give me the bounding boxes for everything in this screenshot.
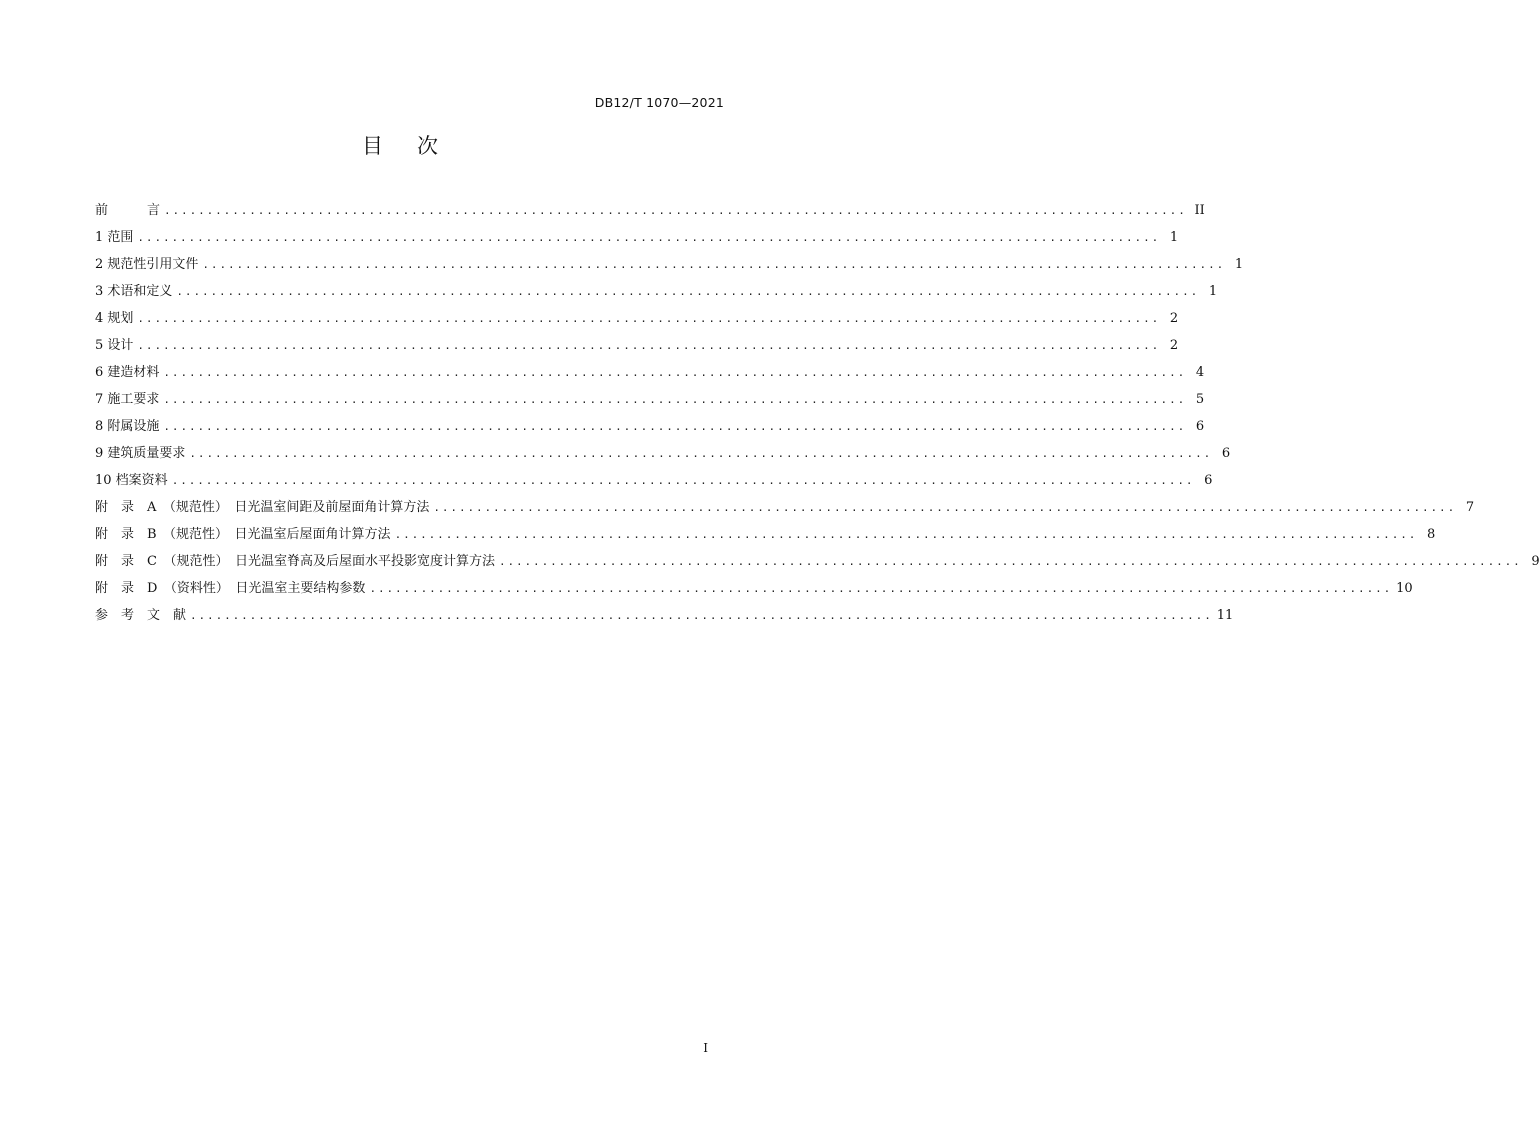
- toc-entry-label: 2 规范性引用文件: [95, 257, 199, 272]
- toc-leader-dots: ........................................................................................................................: [137, 312, 1161, 325]
- toc-entry-appendix-c[interactable]: [95, 550, 1540, 577]
- toc-entry-page: 10: [1396, 581, 1413, 596]
- toc-entry-page: 4: [1195, 365, 1205, 380]
- toc-entry-label: 6 建造材料: [95, 365, 160, 380]
- toc-entry-label: 前 言: [95, 203, 161, 218]
- toc-entry-page: 1: [1234, 257, 1244, 272]
- toc-entry-label: 4 规划: [95, 311, 134, 326]
- toc-leader-dots: ........................................................................................................................: [137, 339, 1161, 352]
- toc-entry-normative-references[interactable]: [95, 253, 1244, 280]
- toc-entry-label: 10 档案资料: [95, 473, 168, 488]
- toc-entry-materials[interactable]: [95, 361, 1205, 388]
- toc-entry-page: 6: [1204, 473, 1213, 488]
- toc-entry-appendix-b[interactable]: [95, 523, 1436, 550]
- toc-entry-page: 8: [1427, 527, 1436, 542]
- toc-entry-page: 5: [1195, 392, 1205, 407]
- toc-entry-label: 3 术语和定义: [95, 284, 173, 299]
- toc-entry-label: 1 范围: [95, 230, 134, 245]
- page-number: I: [703, 1041, 708, 1055]
- toc-leader-dots: ........................................................................................................................: [433, 501, 1457, 514]
- toc-entry-label: 附 录 D （资料性） 日光温室主要结构参数: [95, 581, 366, 596]
- toc-entry-construction[interactable]: [95, 388, 1205, 415]
- toc-entry-label: 参 考 文 献: [95, 608, 187, 623]
- toc-leader-dots: ........................................................................................................................: [498, 555, 1522, 568]
- toc-entry-planning[interactable]: [95, 307, 1179, 334]
- toc-entry-page: 9: [1531, 554, 1540, 569]
- toc-entry-page: 6: [1195, 419, 1205, 434]
- toc-entry-page: 1: [1169, 230, 1179, 245]
- toc-entry-page: II: [1194, 203, 1205, 218]
- toc-entry-label: 附 录 A （规范性） 日光温室间距及前屋面角计算方法: [95, 500, 430, 515]
- toc-entry-label: 9 建筑质量要求: [95, 446, 186, 461]
- toc-entry-appendix-d[interactable]: [95, 577, 1413, 604]
- toc-entry-quality[interactable]: [95, 442, 1231, 469]
- toc-entry-page: 2: [1169, 338, 1179, 353]
- toc-entry-label: 附 录 C （规范性） 日光温室脊高及后屋面水平投影宽度计算方法: [95, 554, 495, 569]
- toc-entry-foreword[interactable]: [95, 199, 1205, 226]
- toc-leader-dots: ........................................................................................................................: [171, 474, 1195, 487]
- toc-leader-dots: ........................................................................................................................: [176, 285, 1200, 298]
- toc-entry-page: 1: [1208, 284, 1218, 299]
- toc-leader-dots: ........................................................................................................................: [190, 609, 1213, 622]
- toc-leader-dots: ........................................................................................................................: [189, 447, 1213, 460]
- toc-entry-label: 附 录 B （规范性） 日光温室后屋面角计算方法: [95, 527, 391, 542]
- toc-leader-dots: ........................................................................................................................: [163, 393, 1187, 406]
- toc-entry-page: 11: [1216, 608, 1234, 623]
- toc-leader-dots: ........................................................................................................................: [163, 366, 1187, 379]
- toc-entry-bibliography[interactable]: [95, 604, 1234, 631]
- toc-entry-label: 5 设计: [95, 338, 134, 353]
- toc-entry-page: 7: [1465, 500, 1475, 515]
- table-of-contents: [95, 199, 1540, 631]
- toc-title: 目次: [362, 134, 472, 158]
- toc-leader-dots: ........................................................................................................................: [369, 582, 1393, 595]
- toc-entry-archives[interactable]: [95, 469, 1213, 496]
- document-code: DB12/T 1070—2021: [594, 95, 724, 110]
- toc-leader-dots: ........................................................................................................................: [394, 528, 1418, 541]
- toc-entry-appendix-a[interactable]: [95, 496, 1475, 523]
- toc-entry-label: 7 施工要求: [95, 392, 160, 407]
- toc-entry-page: 2: [1169, 311, 1179, 326]
- toc-leader-dots: ........................................................................................................................: [163, 420, 1187, 433]
- toc-entry-terms[interactable]: [95, 280, 1218, 307]
- toc-entry-design[interactable]: [95, 334, 1179, 361]
- toc-leader-dots: ........................................................................................................................: [137, 231, 1161, 244]
- toc-entry-page: 6: [1221, 446, 1231, 461]
- toc-entry-label: 8 附属设施: [95, 419, 160, 434]
- toc-entry-facilities[interactable]: [95, 415, 1205, 442]
- toc-entry-scope[interactable]: [95, 226, 1179, 253]
- toc-leader-dots: ........................................................................................................................: [202, 258, 1226, 271]
- toc-leader-dots: ........................................................................................................................: [164, 204, 1187, 217]
